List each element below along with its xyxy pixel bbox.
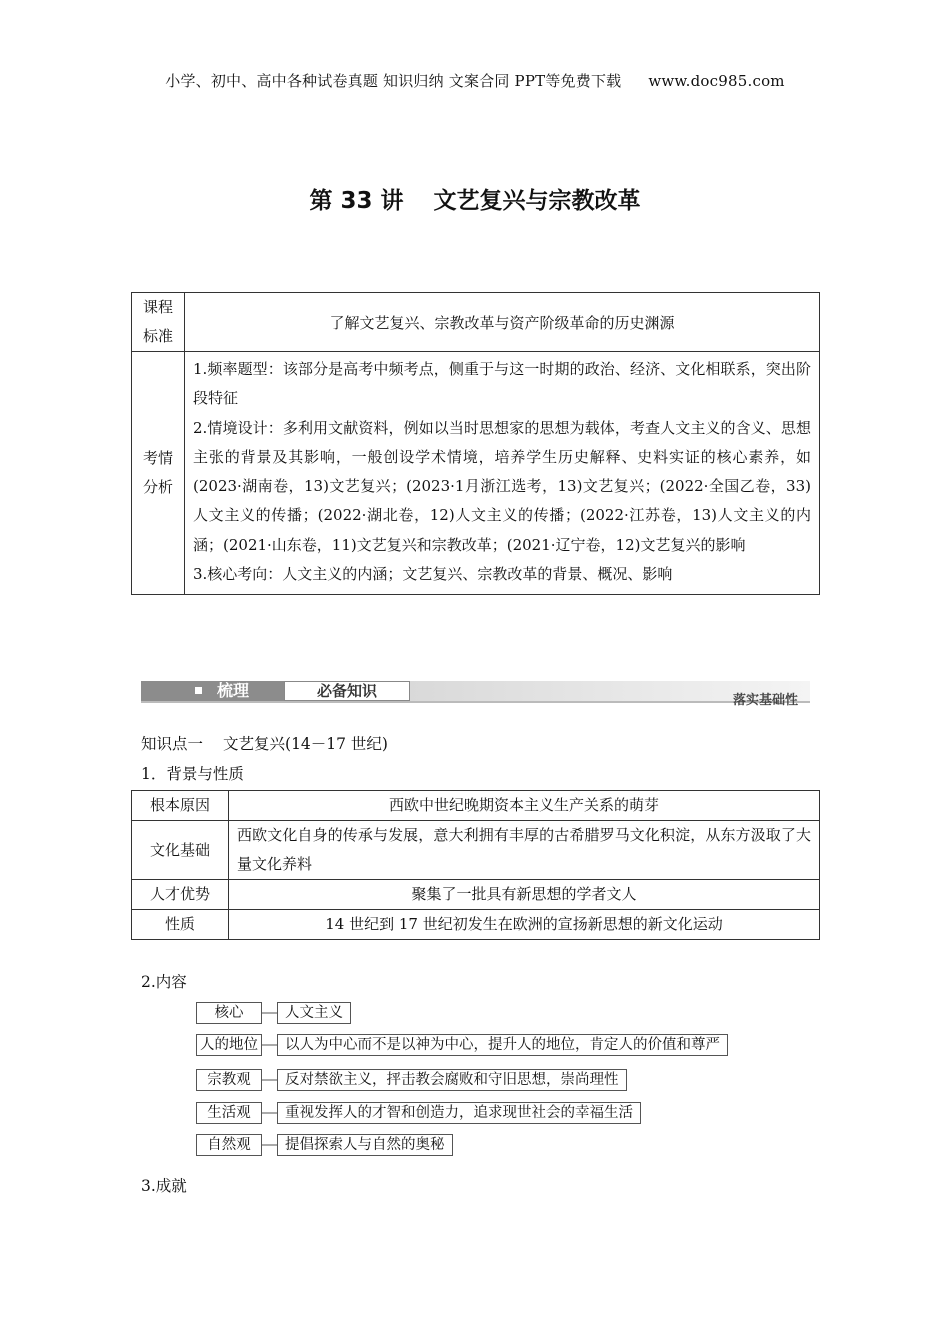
content-label-core: 核心 bbox=[196, 1002, 262, 1024]
standard-label-line2: 标准 bbox=[142, 327, 173, 345]
analysis-para: 3.核心考向：人文主义的内涵；文艺复兴、宗教改革的背景、概况、影响 bbox=[193, 565, 673, 584]
row-key: 性质 bbox=[132, 910, 229, 940]
section2-heading: 2.内容 bbox=[141, 973, 187, 991]
analysis-label-line2: 分析 bbox=[142, 478, 173, 497]
header-site[interactable]: www.doc985.com bbox=[648, 72, 785, 90]
standard-text: 了解文艺复兴、宗教改革与资产阶级革命的历史渊源 bbox=[185, 293, 820, 352]
standard-label-line1: 课程 bbox=[142, 298, 173, 316]
content-label-life: 生活观 bbox=[196, 1102, 262, 1124]
content-value-core: 人文主义 bbox=[277, 1002, 351, 1024]
content-value-nature: 提倡探索人与自然的奥秘 bbox=[277, 1134, 453, 1156]
analysis-label-line1: 考情 bbox=[142, 449, 173, 468]
header-text: 小学、初中、高中各种试卷真题 知识归纳 文案合同 PPT等免费下载 bbox=[165, 72, 622, 90]
content-value-life: 重视发挥人的才智和创造力，追求现世社会的幸福生活 bbox=[277, 1102, 641, 1124]
row-key: 根本原因 bbox=[132, 791, 229, 821]
content-label-human-status: 人的地位 bbox=[196, 1034, 262, 1056]
row-key: 文化基础 bbox=[132, 821, 229, 880]
row-key: 人才优势 bbox=[132, 880, 229, 910]
row-value: 西欧文化自身的传承与发展，意大利拥有丰厚的古希腊罗马文化积淀，从东方汲取了大量文化养料 bbox=[229, 821, 820, 880]
content-label-nature: 自然观 bbox=[196, 1134, 262, 1156]
section3-heading: 3.成就 bbox=[141, 1177, 187, 1195]
banner-box-label: 必备知识 bbox=[284, 681, 410, 701]
banner-dark-label: 梳理 bbox=[217, 681, 250, 700]
knowledge-point-name: 文艺复兴(14－17 世纪) bbox=[223, 735, 388, 753]
row-value: 西欧中世纪晚期资本主义生产关系的萌芽 bbox=[229, 791, 820, 821]
content-value-human-status: 以人为中心而不是以神为中心，提升人的地位，肯定人的价值和尊严 bbox=[277, 1034, 728, 1056]
row-value: 14 世纪到 17 世纪初发生在欧洲的宣扬新思想的新文化运动 bbox=[229, 910, 820, 940]
banner-right-label: 落实基础性 bbox=[732, 693, 798, 708]
row-value: 聚集了一批具有新思想的学者文人 bbox=[229, 880, 820, 910]
analysis-para: 2.情境设计：多利用文献资料，例如以当时思想家的思想为载体，考查人文主义的含义、思想主张的背景及其影响，一般创设学术情境，培养学生历史解释、史料实证的核心素养，如(2023·湖南卷，13)文艺复兴；(2023·1月浙江选考，13)文艺复兴；(2022·全国乙卷，33)人文主义的传播；(2022·湖北卷，12)人文主义的传播；(2022·江苏卷，13)人文主义的内涵；(2021·山东卷，11)文艺复兴和宗教改革；(2021·辽宁卷，12)文艺复兴的影响 bbox=[193, 418, 811, 554]
section1-heading: 1．背景与性质 bbox=[141, 765, 244, 783]
content-label-religion: 宗教观 bbox=[196, 1069, 262, 1091]
lecture-topic: 文艺复兴与宗教改革 bbox=[433, 188, 641, 214]
content-value-religion: 反对禁欲主义，抨击教会腐败和守旧思想，崇尚理性 bbox=[277, 1069, 627, 1091]
knowledge-point-number: 知识点一 bbox=[141, 735, 204, 753]
lecture-number: 第 33 讲 bbox=[309, 188, 404, 214]
analysis-para: 1.频率题型：该部分是高考中频考点，侧重于与这一时期的政治、经济、文化相联系，突出阶段特征 bbox=[193, 360, 811, 408]
